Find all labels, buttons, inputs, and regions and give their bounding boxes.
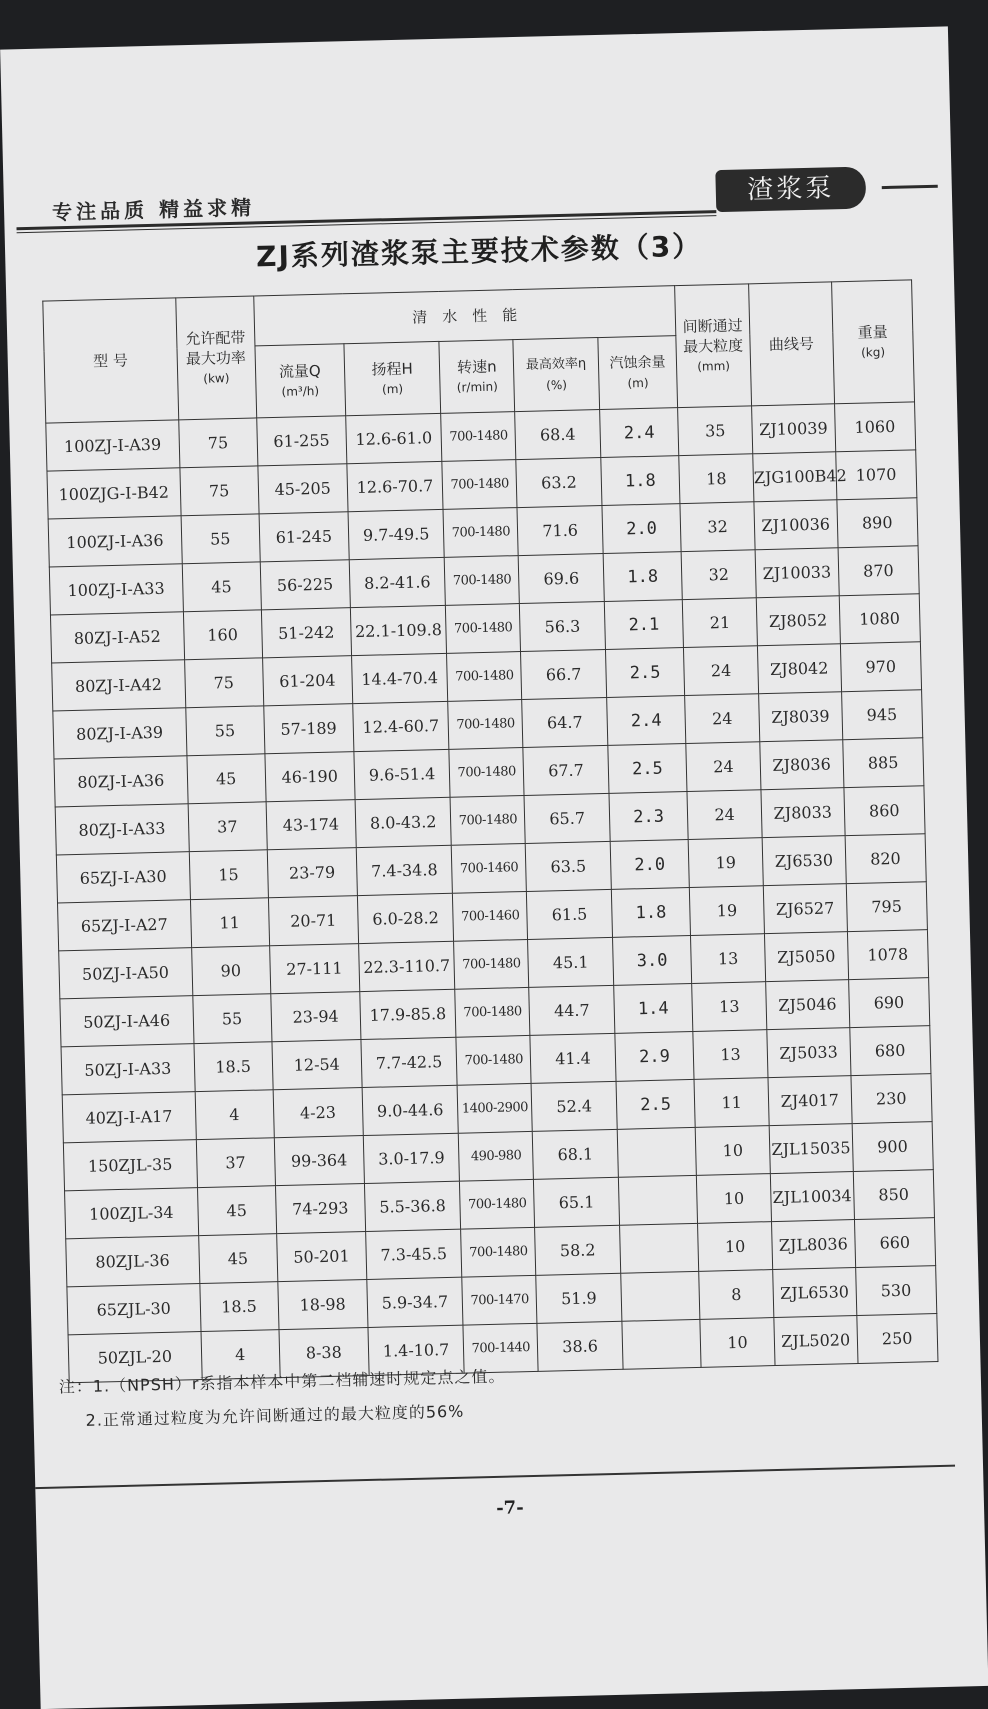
- cell-curve: ZJ10039: [752, 404, 836, 454]
- cell-power: 45: [182, 562, 261, 612]
- cell-power: 55: [192, 994, 271, 1044]
- cell-npsh: 2.0: [602, 504, 681, 554]
- cell-particle: 24: [686, 742, 761, 792]
- cell-flow: 12-54: [272, 1040, 362, 1090]
- cell-flow: 74-293: [275, 1184, 365, 1234]
- cell-efficiency: 65.1: [534, 1177, 620, 1227]
- cell-particle: 24: [684, 646, 759, 696]
- slogan-text: 专注品质 精益求精: [51, 195, 256, 225]
- cell-weight: 900: [852, 1122, 934, 1172]
- cell-speed: 700-1480: [450, 795, 525, 845]
- header-particle: [675, 284, 752, 408]
- cell-speed: 700-1480: [445, 556, 520, 606]
- cell-flow: 56-225: [260, 560, 350, 610]
- header-particle-unit: (mm): [697, 358, 731, 374]
- cell-curve: ZJ5046: [766, 980, 850, 1030]
- cell-weight: 1080: [839, 594, 921, 644]
- cell-particle: 13: [692, 982, 767, 1032]
- cell-npsh: 2.9: [615, 1031, 694, 1081]
- cell-weight: 250: [856, 1314, 938, 1364]
- cell-npsh: 1.4: [614, 983, 693, 1033]
- header-weight-unit: (kg): [860, 344, 886, 360]
- cell-weight: 850: [853, 1170, 935, 1220]
- cell-efficiency: 41.4: [530, 1033, 616, 1083]
- cell-weight: 890: [836, 498, 918, 548]
- cell-head: 9.0-44.6: [362, 1085, 459, 1135]
- cell-head: 12.6-70.7: [347, 461, 444, 511]
- cell-flow: 61-204: [262, 656, 352, 706]
- cell-head: 7.3-45.5: [365, 1229, 462, 1279]
- header-speed-label: 转速n: [456, 357, 497, 377]
- cell-efficiency: 71.6: [517, 506, 603, 556]
- cell-speed: 700-1480: [448, 700, 523, 750]
- cell-power: 45: [197, 1186, 276, 1236]
- header-flow: [255, 344, 346, 418]
- header-head: [344, 341, 441, 415]
- cell-weight: 970: [840, 642, 922, 692]
- cell-particle: 18: [679, 454, 754, 504]
- cell-efficiency: 58.2: [535, 1225, 621, 1275]
- cell-speed: 700-1480: [442, 460, 517, 510]
- header-clear-water: 清 水 性 能: [253, 286, 676, 346]
- cell-speed: 700-1480: [460, 1179, 535, 1229]
- cell-model: 80ZJL-36: [66, 1236, 200, 1287]
- cell-model: 50ZJ-I-A46: [60, 996, 194, 1047]
- cell-particle: 8: [699, 1270, 774, 1320]
- cell-flow: 51-242: [261, 608, 351, 658]
- note-2: 2.正常通过粒度为允许间断通过的最大粒度的56%: [85, 1401, 465, 1430]
- cell-particle: 24: [687, 790, 762, 840]
- cell-particle: 19: [689, 886, 764, 936]
- cell-power: 11: [190, 898, 269, 948]
- cell-power: 75: [179, 466, 258, 516]
- header-efficiency-unit: (%): [546, 377, 568, 392]
- cell-efficiency: 63.5: [525, 841, 611, 891]
- cell-speed: 700-1480: [454, 939, 529, 989]
- cell-particle: 35: [678, 406, 753, 456]
- header-efficiency-label: 最高效率η: [525, 355, 587, 373]
- header-head-unit: (m): [381, 381, 404, 396]
- cell-speed: 700-1460: [452, 843, 527, 893]
- cell-weight: 530: [855, 1266, 937, 1316]
- cell-efficiency: 66.7: [521, 649, 607, 699]
- header-npsh-unit: (m): [627, 375, 649, 390]
- cell-particle: 10: [698, 1222, 773, 1272]
- cell-power: 18.5: [199, 1282, 278, 1332]
- cell-flow: 20-71: [268, 896, 358, 946]
- cell-weight: 885: [842, 738, 924, 788]
- cell-flow: 4-23: [273, 1088, 363, 1138]
- header-flow-unit: (m³/h): [281, 383, 320, 399]
- cell-power: 18.5: [194, 1042, 273, 1092]
- cell-npsh: [617, 1127, 696, 1177]
- cell-npsh: 2.4: [607, 696, 686, 746]
- cell-npsh: [618, 1175, 697, 1225]
- cell-head: 8.2-41.6: [349, 557, 446, 607]
- cell-power: 45: [198, 1234, 277, 1284]
- cell-efficiency: 68.1: [532, 1129, 618, 1179]
- cell-curve: ZJL15035: [769, 1124, 853, 1174]
- cell-npsh: 2.5: [616, 1079, 695, 1129]
- cell-npsh: 3.0: [612, 935, 691, 985]
- cell-weight: 230: [851, 1074, 933, 1124]
- cell-weight: 820: [845, 834, 927, 884]
- cell-weight: 860: [843, 786, 925, 836]
- cell-flow: 99-364: [274, 1136, 364, 1186]
- cell-efficiency: 56.3: [520, 601, 606, 651]
- cell-npsh: 2.5: [605, 648, 684, 698]
- header-weight: [831, 280, 914, 404]
- cell-npsh: [621, 1271, 700, 1321]
- cell-model: 100ZJ-I-A36: [48, 516, 182, 567]
- cell-curve: ZJ6530: [762, 836, 846, 886]
- cell-head: 12.4-60.7: [353, 701, 450, 751]
- header-curve: 曲线号: [749, 282, 835, 406]
- cell-weight: 945: [841, 690, 923, 740]
- cell-head: 9.7-49.5: [348, 509, 445, 559]
- cell-curve: ZJL8036: [772, 1220, 856, 1270]
- cell-model: 80ZJ-I-A42: [52, 660, 186, 711]
- cell-flow: 50-201: [276, 1232, 366, 1282]
- cell-model: 100ZJG-I-B42: [47, 468, 181, 519]
- cell-model: 100ZJ-I-A33: [49, 564, 183, 615]
- cell-particle: 10: [700, 1318, 775, 1368]
- cell-curve: ZJ8052: [756, 596, 840, 646]
- cell-model: 65ZJL-30: [67, 1284, 201, 1335]
- cell-npsh: 1.8: [611, 887, 690, 937]
- cell-weight: 680: [849, 1026, 931, 1076]
- header-model: 型 号: [43, 298, 178, 423]
- cell-efficiency: 69.6: [518, 554, 604, 604]
- header-npsh-label: 汽蚀余量: [609, 353, 666, 372]
- cell-npsh: 2.3: [609, 792, 688, 842]
- page-number: -7-: [495, 1497, 524, 1519]
- header-particle-label: 间断通过最大粒度: [682, 316, 744, 356]
- cell-efficiency: 38.6: [537, 1321, 623, 1371]
- cell-head: 22.3-110.7: [358, 941, 455, 991]
- cell-efficiency: 65.7: [524, 793, 610, 843]
- cell-npsh: 2.5: [608, 744, 687, 794]
- cell-efficiency: 63.2: [516, 458, 602, 508]
- header-power: [175, 296, 256, 420]
- cell-particle: 21: [682, 598, 757, 648]
- cell-particle: 10: [695, 1126, 770, 1176]
- cell-speed: 700-1480: [446, 604, 521, 654]
- cell-speed: 700-1480: [447, 652, 522, 702]
- cell-model: 50ZJ-I-A33: [61, 1044, 195, 1095]
- header-npsh: [598, 336, 678, 410]
- cell-speed: 700-1440: [463, 1323, 538, 1373]
- cell-flow: 61-255: [256, 416, 346, 466]
- cell-particle: 11: [694, 1078, 769, 1128]
- cell-weight: 870: [838, 546, 920, 596]
- cell-curve: ZJ8039: [759, 692, 843, 742]
- cell-power: 75: [184, 658, 263, 708]
- footer-rule: [35, 1465, 955, 1489]
- spec-table-body: [46, 402, 938, 1383]
- cell-power: 160: [183, 610, 262, 660]
- spec-table: [42, 279, 938, 1383]
- cell-head: 17.9-85.8: [360, 989, 457, 1039]
- cell-model: 150ZJL-35: [63, 1140, 197, 1191]
- cell-power: 37: [196, 1138, 275, 1188]
- header-flow-label: 流量Q: [278, 361, 321, 381]
- cell-power: 37: [188, 802, 267, 852]
- cell-power: 90: [191, 946, 270, 996]
- cell-efficiency: 68.4: [515, 410, 601, 460]
- cell-particle: 19: [688, 838, 763, 888]
- cell-curve: ZJ4017: [768, 1076, 852, 1126]
- header-speed-unit: (r/min): [456, 379, 498, 395]
- cell-head: 9.6-51.4: [354, 749, 451, 799]
- cell-curve: ZJL5020: [774, 1316, 858, 1366]
- cell-speed: 700-1470: [462, 1275, 537, 1325]
- cell-speed: 700-1480: [461, 1227, 536, 1277]
- cell-speed: 700-1480: [443, 508, 518, 558]
- cell-speed: 700-1480: [449, 748, 524, 798]
- cell-model: 80ZJ-I-A36: [54, 756, 188, 807]
- note-1: 注：1.（NPSH）r系指本样本中第二档辅速时规定点之值。: [58, 1366, 506, 1397]
- header-power-label: 允许配带最大功率: [185, 328, 247, 368]
- cell-curve: ZJL10034: [770, 1172, 854, 1222]
- cell-particle: 10: [696, 1174, 771, 1224]
- cell-weight: 1060: [834, 402, 916, 452]
- cell-speed: 700-1460: [453, 891, 528, 941]
- cell-curve: ZJ10036: [754, 500, 838, 550]
- cell-flow: 23-79: [267, 848, 357, 898]
- cell-curve: ZJ8033: [761, 788, 845, 838]
- cell-flow: 8-38: [279, 1327, 369, 1377]
- cell-curve: ZJ5050: [764, 932, 848, 982]
- cell-weight: 1070: [835, 450, 917, 500]
- cell-model: 50ZJ-I-A50: [59, 948, 193, 999]
- cell-efficiency: 51.9: [536, 1273, 622, 1323]
- cell-speed: 490-980: [459, 1131, 534, 1181]
- cell-head: 14.4-70.4: [351, 653, 448, 703]
- cell-efficiency: 52.4: [531, 1081, 617, 1131]
- cell-efficiency: 61.5: [527, 889, 613, 939]
- cell-weight: 660: [854, 1218, 936, 1268]
- header-head-label: 扬程H: [371, 359, 413, 379]
- cell-flow: 18-98: [278, 1279, 368, 1329]
- cell-head: 12.6-61.0: [345, 413, 442, 463]
- cell-power: 55: [181, 514, 260, 564]
- cell-curve: ZJL6530: [773, 1268, 857, 1318]
- cell-curve: ZJG100B42: [753, 452, 837, 502]
- cell-head: 22.1-109.8: [350, 605, 447, 655]
- page-title: ZJ系列渣浆泵主要技术参数（3）: [255, 229, 703, 274]
- cell-power: 15: [189, 850, 268, 900]
- cell-model: 65ZJ-I-A30: [56, 852, 190, 903]
- cell-power: 45: [186, 754, 265, 804]
- cell-npsh: 1.8: [603, 552, 682, 602]
- cell-weight: 795: [846, 882, 928, 932]
- cell-flow: 46-190: [265, 752, 355, 802]
- document-page: [0, 26, 988, 1709]
- cell-flow: 43-174: [266, 800, 356, 850]
- header-weight-label: 重量: [857, 322, 888, 342]
- cell-efficiency: 67.7: [523, 745, 609, 795]
- cell-curve: ZJ6527: [763, 884, 847, 934]
- cell-npsh: 2.0: [610, 840, 689, 890]
- cell-model: 100ZJ-I-A39: [46, 420, 180, 471]
- cell-head: 5.5-36.8: [364, 1181, 461, 1231]
- cell-head: 7.7-42.5: [361, 1037, 458, 1087]
- cell-npsh: 2.1: [604, 600, 683, 650]
- cell-weight: 690: [848, 978, 930, 1028]
- cell-npsh: 1.8: [601, 456, 680, 506]
- cell-efficiency: 64.7: [522, 697, 608, 747]
- cell-model: 40ZJ-I-A17: [62, 1092, 196, 1143]
- cell-head: 1.4-10.7: [368, 1325, 465, 1375]
- cell-power: 4: [201, 1330, 280, 1380]
- brand-rule: [882, 185, 938, 189]
- cell-speed: 700-1480: [456, 1035, 531, 1085]
- cell-curve: ZJ5033: [767, 1028, 851, 1078]
- cell-efficiency: 44.7: [529, 985, 615, 1035]
- cell-particle: 32: [681, 550, 756, 600]
- cell-flow: 27-111: [269, 944, 359, 994]
- cell-npsh: 2.4: [600, 408, 679, 458]
- cell-flow: 61-245: [259, 512, 349, 562]
- cell-particle: 13: [691, 934, 766, 984]
- cell-head: 7.4-34.8: [356, 845, 453, 895]
- cell-curve: ZJ8036: [760, 740, 844, 790]
- cell-head: 6.0-28.2: [357, 893, 454, 943]
- cell-speed: 700-1480: [455, 987, 530, 1037]
- cell-speed: 700-1480: [441, 412, 516, 462]
- cell-model: 100ZJL-34: [65, 1188, 199, 1239]
- cell-speed: 1400-2900: [457, 1083, 532, 1133]
- cell-model: 50ZJL-20: [68, 1332, 202, 1383]
- cell-model: 80ZJ-I-A33: [55, 804, 189, 855]
- cell-model: 65ZJ-I-A27: [58, 900, 192, 951]
- cell-power: 55: [185, 706, 264, 756]
- page-header: [15, 139, 940, 225]
- cell-head: 8.0-43.2: [355, 797, 452, 847]
- cell-model: 80ZJ-I-A39: [53, 708, 187, 759]
- cell-weight: 1078: [847, 930, 929, 980]
- cell-curve: ZJ10033: [755, 548, 839, 598]
- header-power-unit: (kw): [203, 370, 230, 386]
- cell-flow: 57-189: [263, 704, 353, 754]
- header-efficiency: [513, 338, 599, 412]
- cell-particle: 13: [693, 1030, 768, 1080]
- cell-flow: 45-205: [258, 464, 348, 514]
- cell-flow: 23-94: [271, 992, 361, 1042]
- cell-particle: 24: [685, 694, 760, 744]
- cell-efficiency: 45.1: [528, 937, 614, 987]
- cell-power: 75: [178, 418, 257, 468]
- cell-model: 80ZJ-I-A52: [50, 612, 184, 663]
- cell-head: 3.0-17.9: [363, 1133, 460, 1183]
- cell-power: 4: [195, 1090, 274, 1140]
- cell-npsh: [619, 1223, 698, 1273]
- brand-badge: 渣浆泵: [715, 166, 866, 212]
- cell-particle: 32: [680, 502, 755, 552]
- cell-head: 5.9-34.7: [367, 1277, 464, 1327]
- header-speed: [439, 340, 515, 414]
- cell-curve: ZJ8042: [757, 644, 841, 694]
